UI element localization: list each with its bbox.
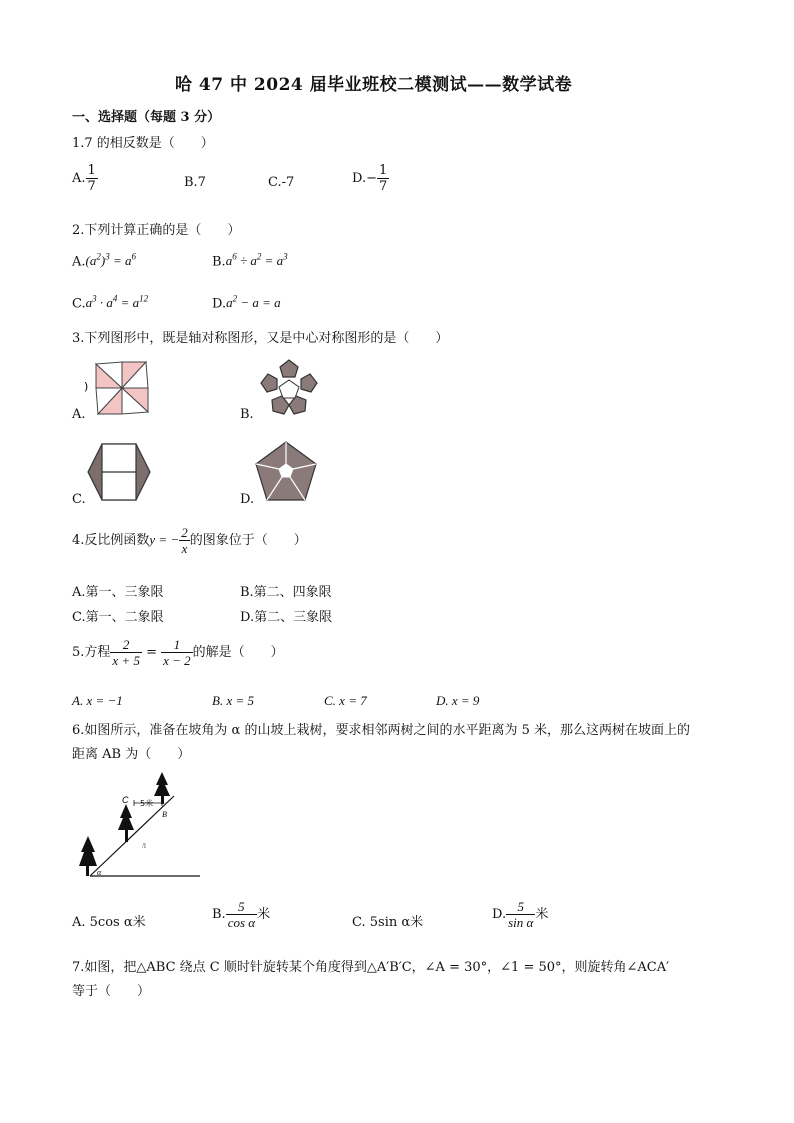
- q1-option-a: [72, 163, 98, 194]
- q5-option-a: A. x = −1: [72, 693, 123, 708]
- svg-text:/l: /l: [142, 842, 146, 850]
- math-expr: $a^6 \div a^2 = a^3$: [225, 252, 288, 269]
- q2-option-d: [212, 294, 281, 311]
- label-b: B: [162, 810, 167, 819]
- pentagon-figure: [254, 440, 318, 502]
- option-label: B.: [212, 907, 226, 922]
- q3-option-d-label: D.: [240, 492, 255, 507]
- q1-option-c: C.-7: [268, 175, 295, 190]
- page-title: 哈 47 中 2024 届毕业班校二模测试——数学试卷: [175, 75, 573, 95]
- question-6-line2: 距离 AB 为（ ）: [72, 747, 191, 762]
- question-1-stem: 1.7 的相反数是（ ）: [72, 136, 214, 151]
- math-expr: $(a^2)^3 = a^6$: [85, 252, 136, 269]
- label-5m: 5米: [140, 799, 154, 808]
- q2-option-c: [72, 294, 148, 311]
- q6-option-a: A. 5cos α米: [72, 915, 146, 930]
- denominator: sin α: [508, 915, 534, 930]
- slope-trees-figure: [76, 768, 206, 882]
- q6-option-b: [212, 899, 270, 930]
- q5-option-c: C. x = 7: [324, 693, 367, 708]
- q1-option-b: B.7: [184, 175, 206, 190]
- option-label: D.: [212, 296, 227, 312]
- q1-option-d: [352, 163, 389, 194]
- svg-text:): ): [84, 380, 89, 393]
- numerator: 5: [506, 899, 535, 915]
- q3-option-b-label: B.: [240, 407, 254, 422]
- unit: 米: [257, 907, 271, 922]
- hexagon-figure: [86, 442, 152, 502]
- pinwheel-figure: [84, 360, 154, 416]
- q4-option-b: B.第二、四象限: [240, 585, 332, 600]
- numerator: 2: [181, 525, 188, 540]
- q2-option-a: [72, 252, 136, 269]
- stem-text: 5.方程: [72, 645, 111, 660]
- math-y: y = −: [149, 532, 180, 547]
- denominator: 7: [87, 179, 96, 194]
- question-4-stem: [72, 525, 307, 556]
- fraction: [86, 163, 98, 194]
- q4-option-d: D.第二、三象限: [240, 610, 333, 625]
- fraction: [226, 899, 257, 930]
- option-label: D.−: [352, 171, 377, 186]
- option-label: C.: [72, 296, 86, 312]
- denominator: x: [181, 541, 188, 556]
- pentagon-flower-figure: [258, 358, 320, 416]
- numerator: 5: [226, 899, 257, 915]
- question-5-stem: 5.方程 $\frac{2}{x + 5}$ = $\frac{1}{x - 2}$ 的解是（ ）: [72, 637, 284, 668]
- fraction: [179, 525, 190, 556]
- math-expr: $a^3 \cdot a^4 = a^{12}$: [85, 294, 149, 311]
- tree-icon: [154, 772, 170, 804]
- q3-option-a-label: A.: [72, 407, 86, 422]
- fraction: [377, 163, 389, 194]
- unit: 米: [535, 907, 549, 922]
- q6-option-c: C. 5sin α米: [352, 915, 424, 930]
- fraction: [506, 899, 535, 930]
- q5-option-b: B. x = 5: [212, 693, 254, 708]
- q4-option-a: A.第一、三象限: [72, 585, 164, 600]
- option-label: A.: [72, 171, 86, 186]
- q5-option-d: D. x = 9: [436, 693, 480, 708]
- stem-text: 的图象位于（ ）: [189, 533, 307, 548]
- q2-option-b: [212, 252, 288, 269]
- denominator: x − 2: [163, 653, 191, 668]
- q4-option-c: C.第一、二象限: [72, 610, 164, 625]
- option-label: B.: [212, 254, 226, 270]
- fraction-right: [161, 637, 193, 668]
- numerator: 1: [161, 637, 193, 653]
- label-c: C: [122, 795, 129, 805]
- question-7-line1: 7.如图，把△ABC 绕点 C 顺时针旋转某个角度得到△A′B′C，∠A = 30°，∠1 = 50°，则旋转角∠ACA′: [72, 960, 670, 975]
- option-label: D.: [492, 907, 507, 922]
- denominator: x + 5: [112, 653, 140, 668]
- tree-icon: [79, 836, 97, 876]
- q6-option-d: [492, 899, 548, 930]
- numerator: 2: [110, 637, 142, 653]
- question-6-line1: 6.如图所示，准备在坡角为 α 的山坡上栽树，要求相邻两树之间的水平距离为 5 米，那么这两树在坡面上的: [72, 723, 690, 738]
- option-label: A.: [72, 254, 86, 270]
- label-alpha: α: [97, 868, 102, 877]
- math-expr: $a^2 - a = a$: [226, 294, 281, 311]
- stem-text: 4.反比例函数: [72, 533, 150, 548]
- fraction-left: [110, 637, 142, 668]
- question-2-stem: 2.下列计算正确的是（ ）: [72, 223, 241, 238]
- section-heading: 一、选择题（每题 3 分）: [72, 110, 221, 125]
- numerator: 1: [87, 163, 96, 178]
- question-7-line2: 等于（ ）: [72, 984, 151, 999]
- denominator: 7: [378, 179, 388, 194]
- stem-text: 的解是（ ）: [192, 645, 284, 660]
- question-3-stem: 3.下列图形中，既是轴对称图形，又是中心对称图形的是（ ）: [72, 331, 449, 346]
- numerator: 1: [378, 163, 388, 178]
- denominator: cos α: [227, 915, 256, 930]
- q3-option-c-label: C.: [72, 492, 86, 507]
